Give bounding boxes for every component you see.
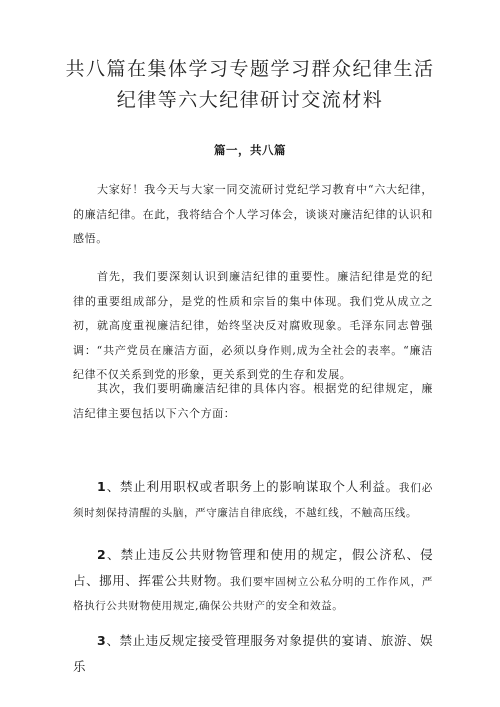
list-item-lead: 、禁止利用职权或者职务上的影响谋取个人利益。 bbox=[106, 479, 399, 494]
list-item-lead: 、禁止违反规定接受管理服务对象提供的宴请、旅游、娱乐 bbox=[73, 633, 433, 674]
list-item-number: 3 bbox=[97, 633, 107, 648]
list-item-number: 1 bbox=[97, 479, 107, 494]
list-item-lead: 、禁止违反公共财物管理和使用的规定，假公济私、侵占、挪用、挥霍公共财物。 bbox=[73, 547, 433, 588]
list-item-3 bbox=[73, 629, 433, 680]
list-item-number: 2 bbox=[97, 547, 107, 562]
list-item-body: 我们要牢固树立公私分明的工作作风，严格执行公共财物使用规定,确保公共财产的安全和效益。 bbox=[73, 575, 433, 612]
paragraph-greeting: 大家好！我今天与大家一同交流研讨党纪学习教育中“六大纪律，的廉洁纪律。在此，我将结合个人学习体会，谈谈对廉洁纪律的认识和感悟。 bbox=[73, 183, 433, 245]
paragraph-content-intro: 其次，我们要明确廉洁纪律的具体内容。根据党的纪律规定，廉洁纪律主要包括以下六个方面： bbox=[73, 382, 433, 420]
list-item-body: 我们必须时刻保持清醒的头脑，严守廉洁自律底线，不越红线，不触高压线。 bbox=[73, 482, 433, 519]
document-title-line-2: 纪律等六大纪律研讨交流材料 bbox=[116, 89, 384, 111]
section-heading: 篇一，共八篇 bbox=[214, 143, 286, 157]
document-title-line-1: 共八篇在集体学习专题学习群众纪律生活 bbox=[65, 58, 435, 80]
list-item-2 bbox=[73, 543, 433, 619]
list-item-1 bbox=[73, 475, 433, 525]
paragraph-importance: 首先，我们要深刻认识到廉洁纪律的重要性。廉洁纪律是党的纪律的重要组成部分，是党的性质和宗旨的集中体现。我们党从成立之初，就高度重视廉洁纪律，始终坚决反对腐败现象。毛泽东同志曾强调：“共产党员在廉洁方面，必须以身作则,成为全社会的表率。“廉洁纪律不仅关系到党的形象，更关系到党的生存和发展。 bbox=[73, 270, 433, 381]
